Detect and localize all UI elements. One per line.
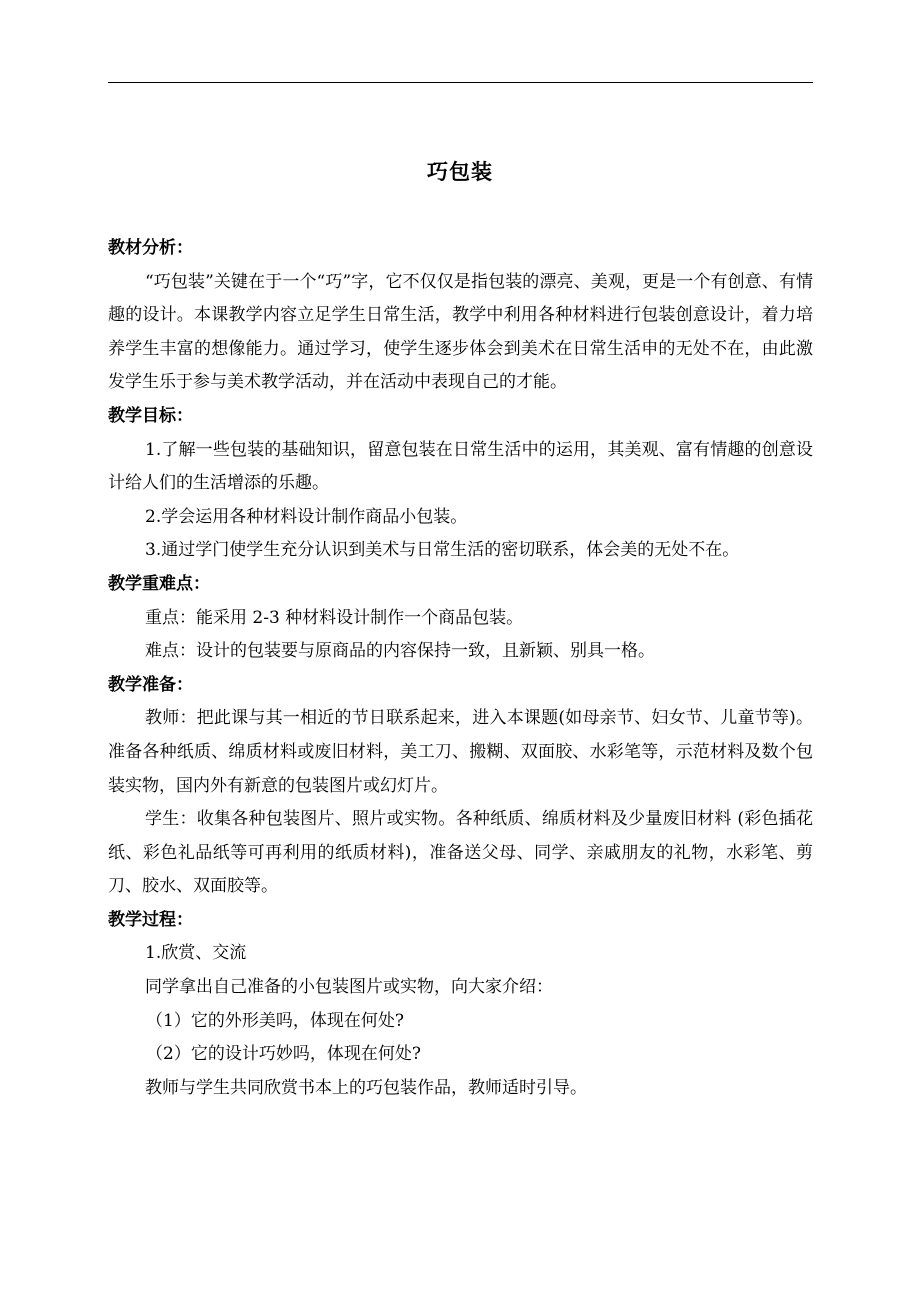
teacher-preparation: 教师：把此课与其一相近的节日联系起来，进入本课题(如母亲节、妇女节、儿童节等)。准备各种纸质、绵质材料或废旧材料，美工刀、搬糊、双面胶、水彩笔等，示范材料及数个包装实物，国内外有新意的包装图片或幻灯片。	[108, 708, 813, 796]
document-body	[108, 232, 813, 1105]
goal-item-2: 2.学会运用各种材料设计制作商品小包装。	[145, 506, 468, 527]
process-step-1: 1.欣赏、交流	[145, 943, 247, 964]
document-title: 巧包装	[427, 160, 493, 184]
section-heading-process: 教学过程：	[108, 909, 193, 930]
section-heading-keypoints: 教学重难点：	[108, 573, 210, 594]
goal-item-3: 3.通过学门使学生充分认识到美术与日常生活的密切联系，体会美的无处不在。	[145, 540, 740, 561]
section-heading-preparation: 教学准备：	[108, 674, 193, 695]
process-question-2: （2）它的设计巧妙吗，体现在何处?	[146, 1044, 421, 1065]
analysis-paragraph: “巧包装”关键在于一个“巧”字，它不仅仅是指包装的漂亮、美观，更是一个有创意、有情趣的设计。本课教学内容立足学生日常生活，教学中利用各种材料进行包装创意设计，着力培养学生丰富的想像能力。通过学习，使学生逐步体会到美术在日常生活申的无处不在，由此激发学生乐于参与美术教学活动，并在活动中表现自己的才能。	[108, 271, 813, 393]
section-heading-goals: 教学目标：	[108, 405, 193, 426]
student-preparation: 学生：收集各种包装图片、照片或实物。各种纸质、绵质材料及少量废旧材料 (彩色插花纸、彩色礼品纸等可再利用的纸质材料)，准备送父母、同学、亲戚朋友的礼物，水彩笔、剪刀、胶水、双面胶等。	[108, 809, 813, 897]
process-intro: 同学拿出自己准备的小包装图片或实物，向大家介绍：	[145, 977, 553, 998]
process-question-1: （1）它的外形美吗，体现在何处?	[146, 1010, 404, 1031]
header-rule	[108, 82, 813, 83]
goal-item-1: 1.了解一些包装的基础知识，留意包装在日常生活中的运用，其美观、富有情趣的创意设计给人们的生活增添的乐趣。	[108, 439, 813, 494]
section-heading-analysis: 教材分析：	[108, 238, 193, 258]
difficult-point: 难点：设计的包装要与原商品的内容保持一致，且新颖、别具一格。	[145, 641, 655, 662]
process-closing: 教师与学生共同欣赏书本上的巧包装作品，教师适时引导。	[145, 1077, 587, 1098]
key-point: 重点：能采用 2-3 种材料设计制作一个商品包装。	[145, 607, 524, 628]
